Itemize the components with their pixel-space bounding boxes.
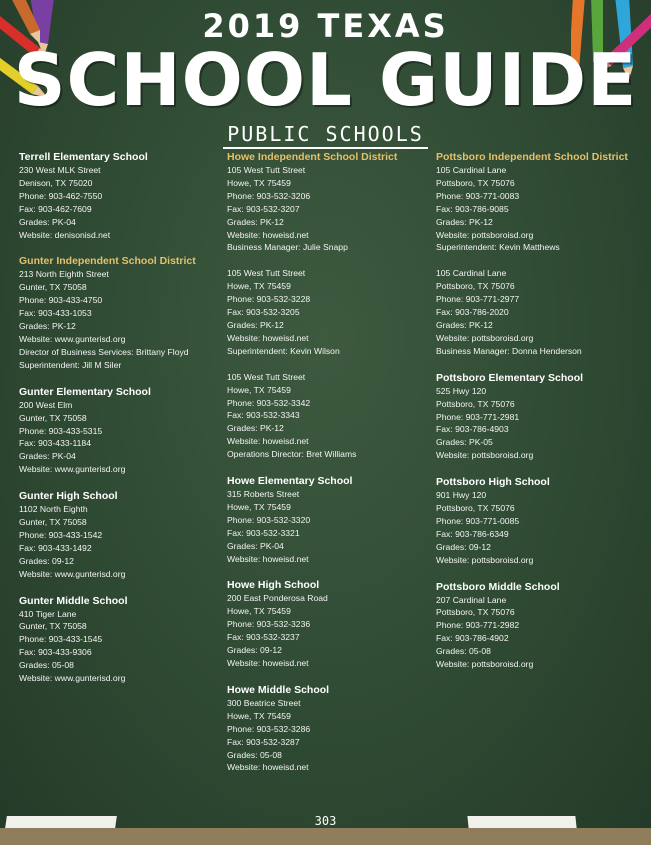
entry-detail-line: Grades: PK-12 (436, 319, 493, 330)
entry-detail-line: Website: pottsboroisd.org (436, 332, 534, 343)
entry-detail-line: Grades: 09-12 (436, 541, 491, 552)
entry-detail-line: Director of Business Services: Brittany Floyd (19, 346, 189, 357)
entry-detail-line: 207 Cardinal Lane (436, 594, 507, 605)
entry-detail-line: Website: pottsboroisd.org (436, 450, 534, 461)
entry-detail-line: Phone: 903-532-3320 (227, 514, 311, 525)
school-entry (436, 150, 641, 254)
entry-detail-line: Fax: 903-433-9306 (19, 647, 92, 658)
entry-detail-line: Business Manager: Donna Henderson (436, 345, 582, 356)
district-name: Gunter Independent School District (19, 255, 196, 268)
entry-detail-line: Pottsboro, TX 75076 (436, 177, 515, 188)
school-entry (227, 578, 432, 669)
section-subtitle: PUBLIC SCHOOLS (223, 122, 428, 149)
entry-detail-line: 105 Cardinal Lane (436, 165, 507, 175)
main-title: SCHOOL GUIDE (13, 38, 638, 122)
entry-detail-line: Grades: 05-08 (436, 646, 491, 657)
school-name: Pottsboro Elementary School (436, 371, 584, 384)
school-name: Gunter High School (19, 490, 118, 503)
entry-detail-line: 213 North Eighth Street (19, 269, 109, 280)
school-entry (436, 580, 641, 671)
entry-detail-line: Grades: 05-08 (19, 660, 74, 671)
entry-detail-line: Phone: 903-771-0085 (436, 515, 520, 526)
entry-detail-line: Website: howeisd.net (227, 553, 309, 564)
entry-detail-line: Pottsboro, TX 75076 (436, 398, 515, 409)
entry-detail-line: Website: www.gunterisd.org (19, 464, 126, 475)
page-number: 303 (314, 814, 337, 828)
entry-detail-line: 300 Beatrice Street (227, 697, 301, 708)
entry-detail-line: Howe, TX 75459 (227, 710, 291, 721)
entry-detail-line: Grades: PK-05 (436, 437, 493, 448)
entry-detail-line: 315 Roberts Street (227, 489, 300, 500)
school-name: Terrell Elementary School (19, 151, 148, 163)
entry-detail-line: Gunter, TX 75058 (19, 282, 87, 293)
entry-detail-line: Fax: 903-786-2020 (436, 307, 509, 318)
school-name: Howe Elementary School (227, 475, 353, 488)
entry-detail-line: Fax: 903-433-1053 (19, 308, 92, 319)
entry-detail-line: Gunter, TX 75058 (19, 517, 87, 528)
entry-detail-line: Grades: 09-12 (227, 645, 282, 656)
entry-detail-line: Phone: 903-771-2982 (436, 620, 520, 631)
entry-detail-line: Website: howeisd.net (227, 436, 309, 447)
entry-detail-line: Phone: 903-433-5315 (19, 425, 103, 436)
entry-detail-line: Fax: 903-532-3205 (227, 307, 300, 318)
entry-detail-line: 105 West Tutt Street (227, 268, 306, 279)
school-entry (227, 371, 432, 461)
entry-detail-line: Phone: 903-433-1542 (19, 529, 103, 540)
entry-detail-line: Denison, TX 75020 (19, 177, 93, 188)
entry-detail-line: Grades: PK-04 (19, 451, 76, 462)
listing-column (436, 150, 641, 684)
entry-detail-line: Howe, TX 75459 (227, 606, 291, 617)
entry-detail-line: Website: www.gunterisd.org (19, 333, 126, 344)
school-name: Gunter Middle School (19, 594, 128, 607)
entry-detail-line: Grades: PK-12 (227, 423, 284, 434)
district-name: Pottsboro Independent School District (436, 151, 628, 163)
entry-detail-line: Website: denisonisd.net (19, 229, 111, 240)
entry-detail-line: 200 East Ponderosa Road (227, 593, 328, 604)
entry-detail-line: Fax: 903-786-9085 (436, 203, 509, 214)
entry-detail-line: Fax: 903-532-3321 (227, 527, 300, 538)
district-name: Howe Independent School District (227, 151, 398, 163)
entry-detail-line: Fax: 903-786-6349 (436, 528, 509, 539)
entry-detail-line: Superintendent: Kevin Matthews (436, 242, 560, 253)
entry-detail-line: Superintendent: Jill M Siler (19, 359, 122, 370)
school-entry (436, 475, 641, 566)
entry-detail-line: Grades: PK-12 (19, 321, 76, 332)
entry-detail-line: Phone: 903-532-3228 (227, 294, 311, 305)
entry-detail-line: Phone: 903-532-3342 (227, 397, 311, 408)
entry-detail-line: Howe, TX 75459 (227, 384, 291, 395)
year-title: 2019 TEXAS (202, 7, 449, 45)
entry-detail-line: Website: pottsboroisd.org (436, 659, 534, 670)
school-name: Pottsboro Middle School (436, 580, 560, 593)
entry-detail-line: Phone: 903-771-2977 (436, 294, 520, 305)
entry-detail-line: Grades: 09-12 (19, 555, 74, 566)
entry-detail-line: Phone: 903-462-7550 (19, 190, 103, 201)
entry-detail-line: Gunter, TX 75058 (19, 412, 87, 423)
entry-detail-line: Operations Director: Bret Williams (227, 449, 357, 460)
listing-column (227, 150, 432, 787)
entry-detail-line: Howe, TX 75459 (227, 501, 291, 512)
entry-detail-line: Fax: 903-786-4903 (436, 424, 509, 435)
school-name: Pottsboro High School (436, 476, 550, 489)
school-entry (19, 594, 224, 685)
entry-detail-line: 1102 North Eighth (19, 504, 88, 515)
entry-detail-line: Pottsboro, TX 75076 (436, 607, 515, 618)
entry-detail-line: Business Manager: Julie Snapp (227, 242, 348, 253)
entry-detail-line: Phone: 903-771-0083 (436, 190, 520, 201)
entry-detail-line: 200 West Elm (19, 399, 73, 410)
school-entry (19, 385, 224, 476)
entry-detail-line: Grades: 05-08 (227, 749, 282, 760)
entry-detail-line: Fax: 903-433-1184 (19, 438, 91, 449)
entry-detail-line: Fax: 903-532-3287 (227, 736, 300, 747)
entry-detail-line: Fax: 903-532-3237 (227, 632, 300, 643)
entry-detail-line: Howe, TX 75459 (227, 177, 291, 188)
listing-column (19, 150, 224, 698)
entry-detail-line: Grades: PK-12 (227, 216, 284, 227)
entry-detail-line: Superintendent: Kevin Wilson (227, 345, 340, 356)
entry-detail-line: Phone: 903-433-4750 (19, 295, 103, 306)
entry-detail-line: Phone: 903-532-3206 (227, 190, 311, 201)
entry-detail-line: Fax: 903-433-1492 (19, 542, 92, 553)
entry-detail-line: 230 West MLK Street (19, 165, 101, 175)
entry-detail-line: 105 West Tutt Street (227, 165, 306, 175)
school-entry (19, 254, 224, 371)
school-entry (19, 150, 224, 241)
entry-detail-line: Website: www.gunterisd.org (19, 673, 126, 684)
entry-detail-line: 105 West Tutt Street (227, 371, 306, 382)
entry-detail-line: Phone: 903-771-2981 (436, 411, 520, 422)
entry-detail-line: Fax: 903-532-3207 (227, 203, 300, 214)
entry-detail-line: Fax: 903-462-7609 (19, 203, 92, 214)
school-entry (227, 474, 432, 565)
entry-detail-line: Pottsboro, TX 75076 (436, 503, 515, 514)
school-entry (227, 683, 432, 774)
entry-detail-line: Gunter, TX 75058 (19, 621, 87, 632)
entry-detail-line: Website: howeisd.net (227, 229, 309, 240)
entry-detail-line: Phone: 903-433-1545 (19, 634, 103, 645)
entry-detail-line: Website: howeisd.net (227, 762, 309, 773)
entry-detail-line: Phone: 903-532-3236 (227, 619, 311, 630)
entry-detail-line: 410 Tiger Lane (19, 608, 77, 619)
school-entry (227, 150, 432, 254)
page-header (0, 8, 651, 149)
entry-detail-line: Pottsboro, TX 75076 (436, 281, 515, 292)
entry-detail-line: Grades: PK-12 (227, 319, 284, 330)
entry-detail-line: Grades: PK-12 (436, 216, 493, 227)
entry-detail-line: Fax: 903-786-4902 (436, 633, 509, 644)
entry-detail-line: Website: pottsboroisd.org (436, 554, 534, 565)
entry-detail-line: Website: pottsboroisd.org (436, 229, 534, 240)
school-entry (19, 489, 224, 580)
chalk-ledge (0, 828, 651, 845)
entry-detail-line: 105 Cardinal Lane (436, 268, 507, 279)
school-name: Gunter Elementary School (19, 385, 151, 398)
entry-detail-line: Fax: 903-532-3343 (227, 410, 300, 421)
entry-detail-line: Grades: PK-04 (227, 540, 284, 551)
entry-detail-line: Website: howeisd.net (227, 332, 309, 343)
entry-detail-line: 525 Hwy 120 (436, 385, 487, 396)
entry-detail-line: Phone: 903-532-3286 (227, 723, 311, 734)
entry-detail-line: 901 Hwy 120 (436, 490, 487, 501)
school-name: Howe Middle School (227, 683, 330, 696)
entry-detail-line: Grades: PK-04 (19, 216, 76, 227)
school-entry (436, 371, 641, 462)
school-entry (227, 267, 432, 357)
entry-detail-line: Website: howeisd.net (227, 658, 309, 668)
school-entry (436, 267, 641, 357)
entry-detail-line: Website: www.gunterisd.org (19, 568, 126, 579)
school-name: Howe High School (227, 579, 320, 592)
entry-detail-line: Howe, TX 75459 (227, 281, 291, 292)
